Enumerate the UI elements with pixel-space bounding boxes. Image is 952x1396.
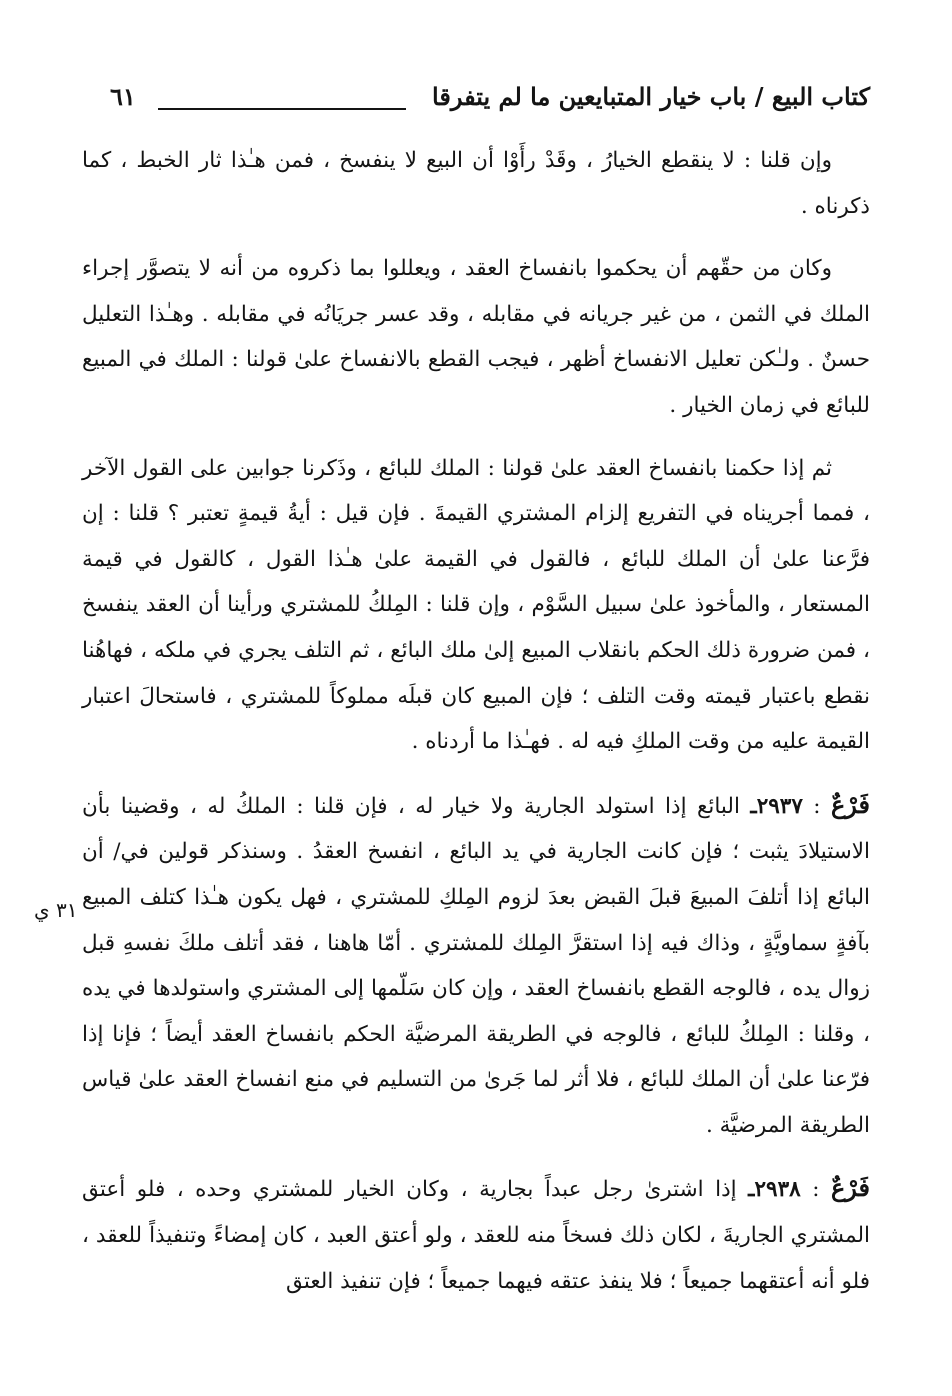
page-number: ٦١: [110, 82, 136, 111]
chapter-title: كتاب البيع / باب خيار المتبايعين ما لم يتفرقا: [432, 82, 870, 111]
page-header: [100, 78, 870, 122]
paragraph-text: البائع إذا استولد الجارية ولا خيار له ، فإن قلنا : الملكُ له ، وقضينا بأن الاستيلادَ يثبت ؛ فإن كانت الجارية في يد البائع ، انفسخ العقدُ . وسنذكر قولين في/ أن البائع إذا أتلفَ المبيعَ قبلَ القبض بعدَ لزوم المِلكِ للمشتري ، فهل يكون هـٰذا كتلف المبيع بآفةٍ سماويَّةٍ ، وذاك فيه إذا استقرَّ المِلك للمشتري . أمّا هاهنا ، فقد أتلف ملكَ نفسهِ قبل زوال يده ، فالوجه القطع بانفساخ العقد ، وإن كان سَلّمها إلى المشتري واستولدها في يده ، وقلنا : المِلكُ للبائع ، فالوجه في الطريقة المرضيَّة الحكم بانفساخ العقد أيضاً ؛ فإنا إذا فرّعنا علىٰ أن الملك للبائع ، فلا أثر لما جَرىٰ من التسليم في منع انفساخ العقد علىٰ قياس الطريقة المرضيَّة .: [82, 793, 870, 1138]
page-body: [82, 138, 870, 1321]
far-heading: فَرْعٌ: [830, 789, 870, 819]
issue-number: ٢٩٣٨ـ: [748, 1177, 801, 1203]
paragraph-4: فَرْعٌ : ٢٩٣٧ـ البائع إذا استولد الجارية ولا خيار له ، فإن قلنا : الملكُ له ، وقضينا بأن الاستيلادَ يثبت ؛ فإن كانت الجارية في يد البائع ، انفسخ العقدُ . وسنذكر قولين في/ أن البائع إذا أتلفَ المبيعَ قبلَ القبض بعدَ لزوم المِلكِ للمشتري ، فهل يكون هـٰذا كتلف المبيع بآفةٍ سماويَّةٍ ، وذاك فيه إذا استقرَّ المِلك للمشتري . أمّا هاهنا ، فقد أتلف ملكَ نفسهِ قبل زوال يده ، فالوجه القطع بانفساخ العقد ، وإن كان سَلّمها إلى المشتري واستولدها في يده ، وقلنا : المِلكُ للبائع ، فالوجه في الطريقة المرضيَّة الحكم بانفساخ العقد أيضاً ؛ فإنا إذا فرّعنا علىٰ أن الملك للبائع ، فلا أثر لما جَرىٰ من التسليم في منع انفساخ العقد علىٰ قياس الطريقة المرضيَّة .: [82, 789, 870, 1138]
paragraph-3: ثم إذا حكمنا بانفساخ العقد علىٰ قولنا : الملك للبائع ، وذَكرنا جوابين على القول الآخر ، فمما أجريناه في التفريع إلزام المشتري القيمةَ . فإن قيل : أيةُ قيمةٍ تعتبر ؟ قلنا : إن فرَّعنا علىٰ أن الملك للبائع ، فالقول في القيمة علىٰ هـٰذا القول ، كالقول في قيمة المستعار ، والمأخوذ علىٰ سبيل السَّوْم ، وإن قلنا : المِلكُ للمشتري ورأينا أن العقد ينفسخ ، فمن ضرورة ذلك الحكم بانقلاب المبيع إلىٰ ملك البائع ، ثم التلف يجري في ملكه ، فهاهُنا نقطع باعتبار قيمته وقت التلف ؛ فإن المبيع كان قبلَه مملوكاً للمشتري ، فاستحالَ اعتبار القيمة عليه من وقت الملكِ فيه له . فهـٰذا ما أردناه .: [82, 455, 870, 755]
margin-manuscript-reference: ٣١ ي: [34, 898, 78, 922]
header-rule: [158, 108, 406, 110]
paragraph-2: وكان من حقّهم أن يحكموا بانفساخ العقد ، ويعللوا بما ذكروه من أنه لا يتصوَّر إجراء الملك في الثمن ، من غير جريانه في مقابله ، وقد عسر جريَانُه في مقابله . وهـٰذا التعليل حسنٌ . ولـٰكن تعليل الانفساخ أظهر ، فيجب القطع بالانفساخ علىٰ قولنا : الملك في المبيع للبائع في زمان الخيار .: [82, 256, 870, 418]
paragraph-5: فَرْعٌ : ٢٩٣٨ـ إذا اشترىٰ رجل عبداً بجارية ، وكان الخيار للمشتري وحده ، فلو أعتق المشتري الجاريةَ ، لكان ذلك فسخاً منه للعقد ، ولو أعتق العبد ، كان إمضاءً وتنفيذاً للعقد ، فلو أنه أعتقهما جميعاً ؛ فلا ينفذ عتقه فيهما جميعاً ؛ فإن تنفيذ العتق: [82, 1173, 870, 1294]
paragraph-text: إذا اشترىٰ رجل عبداً بجارية ، وكان الخيار للمشتري وحده ، فلو أعتق المشتري الجاريةَ ، لكان ذلك فسخاً منه للعقد ، ولو أعتق العبد ، كان إمضاءً وتنفيذاً للعقد ، فلو أنه أعتقهما جميعاً ؛ فلا ينفذ عتقه فيهما جميعاً ؛ فإن تنفيذ العتق: [82, 1177, 870, 1294]
issue-number: ٢٩٣٧ـ: [750, 793, 803, 819]
far-heading: فَرْعٌ: [830, 1173, 870, 1203]
paragraph-1: وإن قلنا : لا ينقطع الخيارُ ، وقَدْ رأَوْا أن البيع لا ينفسخ ، فمن هـٰذا ثار الخبط ، كما ذكرناه .: [82, 148, 870, 219]
